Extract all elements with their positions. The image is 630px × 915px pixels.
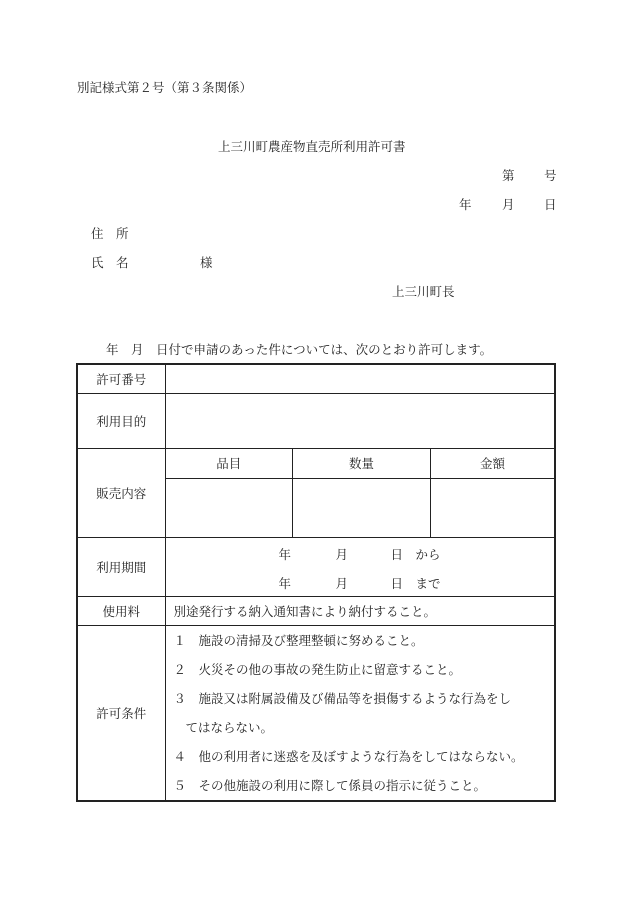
sales-cell-amount — [431, 478, 555, 537]
condition-item: ５ その他施設の利用に際して係員の指示に従うこと。 — [173, 777, 487, 793]
conditions-list — [165, 625, 555, 801]
period-start-day: 日 — [390, 546, 404, 562]
period-end-year: 年 — [278, 575, 292, 591]
date-year: 年 — [459, 197, 472, 212]
form-label: 別記様式第２号（第３条関係） — [77, 80, 253, 95]
period-end-suffix: まで — [415, 575, 441, 591]
period-end-day: 日 — [390, 575, 404, 591]
period-label: 利用期間 — [77, 537, 165, 596]
sales-cell-item — [166, 478, 293, 537]
sales-label: 販売内容 — [77, 448, 165, 537]
number-go: 号 — [544, 168, 557, 183]
intro-text: 年 月 日付で申請のあった件については、次のとおり許可します。 — [106, 342, 493, 357]
condition-item: ２ 火災その他の事故の発生防止に留意すること。 — [173, 661, 462, 677]
sales-header-quantity: 数量 — [293, 449, 431, 479]
fee-label: 使用料 — [77, 596, 165, 625]
condition-item-continuation: てはならない。 — [185, 719, 274, 735]
period-end-month: 月 — [335, 575, 349, 591]
sales-header-item: 品目 — [166, 449, 293, 479]
sales-cell-quantity — [293, 478, 431, 537]
period-start-suffix: から — [415, 546, 441, 562]
fee-value: 別途発行する納入通知書により納付すること。 — [165, 596, 555, 625]
permit-number-value — [165, 364, 555, 393]
name-label: 氏 名 — [91, 255, 129, 270]
address-label: 住 所 — [91, 226, 129, 241]
number-dai: 第 — [502, 168, 515, 183]
conditions-label: 許可条件 — [77, 625, 165, 801]
permit-table — [76, 363, 556, 802]
period-start-year: 年 — [278, 546, 292, 562]
document-title: 上三川町農産物直売所利用許可書 — [218, 139, 406, 154]
sales-table — [166, 449, 555, 537]
purpose-label: 利用目的 — [77, 393, 165, 448]
date-month: 月 — [502, 197, 515, 212]
period-start — [166, 538, 555, 567]
condition-item: ４ 他の利用者に迷惑を及ぼすような行為をしてはならない。 — [173, 748, 524, 764]
period-end — [166, 567, 555, 596]
name-suffix: 様 — [200, 255, 213, 270]
condition-item: ３ 施設又は附属設備及び備品等を損傷するような行為をし — [173, 690, 512, 706]
purpose-value — [165, 393, 555, 448]
date-day: 日 — [544, 197, 557, 212]
sales-header-amount: 金額 — [431, 449, 555, 479]
issuer: 上三川町長 — [392, 284, 455, 299]
permit-number-label: 許可番号 — [77, 364, 165, 393]
period-start-month: 月 — [335, 546, 349, 562]
condition-item: １ 施設の清掃及び整理整頓に努めること。 — [173, 632, 424, 648]
